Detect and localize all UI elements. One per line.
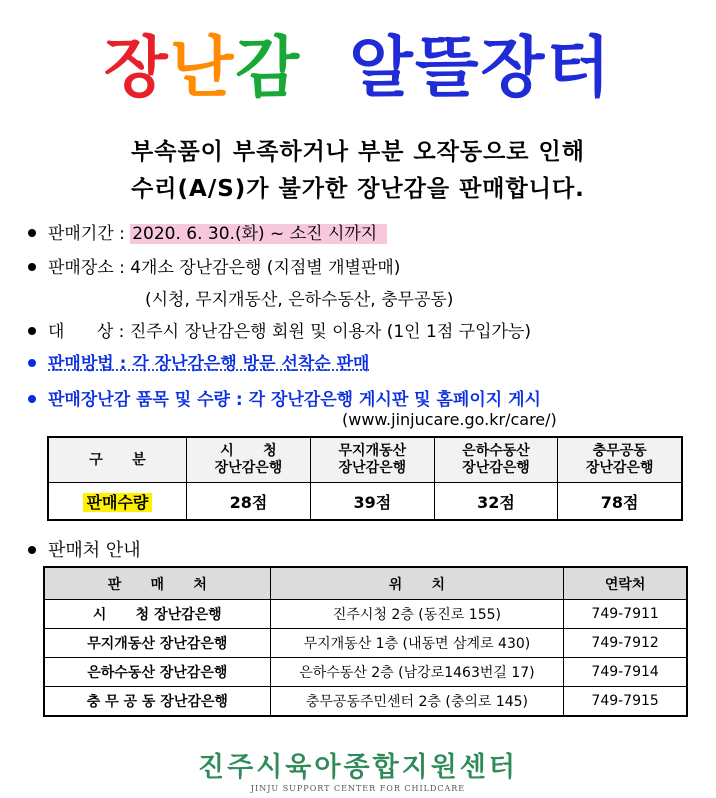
sale-place-label: 판매장소 : xyxy=(48,258,131,278)
sale-place-value: 4개소 장난감은행 (지점별 개별판매) xyxy=(130,258,401,278)
title-char: 뜰 xyxy=(414,29,481,106)
quantity-table xyxy=(47,436,683,521)
target-value: 진주시 장난감은행 회원 및 이용자 (1인 1점 구입가능) xyxy=(129,322,531,342)
row-label-cell xyxy=(48,483,186,521)
table-row xyxy=(44,629,687,658)
sale-place-row xyxy=(20,253,400,278)
location-phone: 749-7915 xyxy=(564,687,687,717)
sale-period-value: 2020. 6. 30.(화) ~ 소진 시까지 xyxy=(130,224,387,244)
sale-period-row xyxy=(20,219,387,244)
subtitle-line-1: 부속품이 부족하거나 부분 오작동으로 인해 xyxy=(131,139,585,165)
table-cell: 39점 xyxy=(311,483,435,521)
table-row xyxy=(44,658,687,687)
col-line2: 장난감은행 xyxy=(338,460,407,476)
table-header-cell: 구 분 xyxy=(48,437,186,483)
sale-place-sub: (시청, 무지개동산, 은하수동산, 충무공동) xyxy=(145,290,454,310)
row-label: 판매수량 xyxy=(83,493,153,512)
location-name: 시 청 장난감은행 xyxy=(44,600,270,629)
table-header-cell: 연락처 xyxy=(564,567,687,600)
location-address: 충무공동주민센터 2층 (충의로 145) xyxy=(270,687,564,717)
table-header-cell xyxy=(434,437,558,483)
locations-table xyxy=(43,566,688,717)
table-header-cell xyxy=(311,437,435,483)
col-line2: 장난감은행 xyxy=(462,460,530,476)
table-cell: 32점 xyxy=(434,483,558,521)
title-char: 터 xyxy=(546,29,613,106)
target-label: 대 상 : xyxy=(48,322,130,342)
col-line1: 무지개동산 xyxy=(338,443,407,459)
bullet-icon xyxy=(28,229,36,237)
table-header-cell xyxy=(558,437,682,483)
table-row xyxy=(44,687,687,717)
location-address: 진주시청 2층 (동진로 155) xyxy=(270,600,564,629)
sale-period-label: 판매기간 : xyxy=(48,224,131,244)
table-row xyxy=(48,483,682,521)
table-header-cell xyxy=(186,437,310,483)
table-header-row xyxy=(48,437,682,483)
table-header-cell: 위 치 xyxy=(270,567,564,600)
col-line2: 장난감은행 xyxy=(585,460,654,476)
location-name: 은하수동산 장난감은행 xyxy=(44,658,270,687)
col-line1: 시 청 xyxy=(220,443,277,459)
title-char: 장 xyxy=(103,29,170,106)
title-char: 알 xyxy=(349,29,415,106)
location-name: 무지개동산 장난감은행 xyxy=(44,629,270,658)
location-address: 은하수동산 2층 (남강로1463번길 17) xyxy=(270,658,564,687)
location-name: 충 무 공 동 장난감은행 xyxy=(44,687,270,717)
page-title xyxy=(0,28,716,108)
col-line1: 충무공동 xyxy=(592,443,647,459)
table-cell: 78점 xyxy=(558,483,682,521)
bullet-icon xyxy=(28,263,36,271)
bullet-icon xyxy=(28,395,36,403)
col-line1: 은하수동산 xyxy=(462,443,530,459)
subtitle-line-2: 수리(A/S)가 불가한 장난감을 판매합니다. xyxy=(131,176,585,202)
items-line: 판매장난감 품목 및 수량 : 각 장난감은행 게시판 및 홈페이지 게시 xyxy=(48,390,541,410)
location-address: 무지개동산 1층 (내동면 삼계로 430) xyxy=(270,629,564,658)
col-line2: 장난감은행 xyxy=(214,460,283,476)
table-row xyxy=(44,600,687,629)
title-char: 난 xyxy=(169,29,236,106)
location-phone: 749-7912 xyxy=(564,629,687,658)
logo-english: JINJU SUPPORT CENTER FOR CHILDCARE xyxy=(250,784,466,793)
title-char: 감 xyxy=(235,29,302,106)
location-phone: 749-7914 xyxy=(564,658,687,687)
bullet-icon xyxy=(28,359,36,367)
center-logo xyxy=(0,745,716,793)
target-row xyxy=(20,317,531,342)
bullet-icon xyxy=(28,327,36,335)
logo-korean: 진주시육아종합지원센터 xyxy=(198,752,518,783)
sale-method-row xyxy=(20,349,369,374)
location-phone: 749-7911 xyxy=(564,600,687,629)
table-header-row xyxy=(44,567,687,600)
title-char: 장 xyxy=(480,29,547,106)
sale-method: 판매방법 : 각 장난감은행 방문 선착순 판매 xyxy=(48,354,370,374)
locations-heading: 판매처 안내 xyxy=(48,540,141,561)
homepage-url: (www.jinjucare.go.kr/care/) xyxy=(342,410,557,429)
table-header-cell: 판 매 처 xyxy=(44,567,270,600)
bullet-icon xyxy=(28,546,36,554)
locations-heading-row xyxy=(20,536,141,562)
table-cell: 28점 xyxy=(186,483,310,521)
items-row xyxy=(20,385,541,410)
